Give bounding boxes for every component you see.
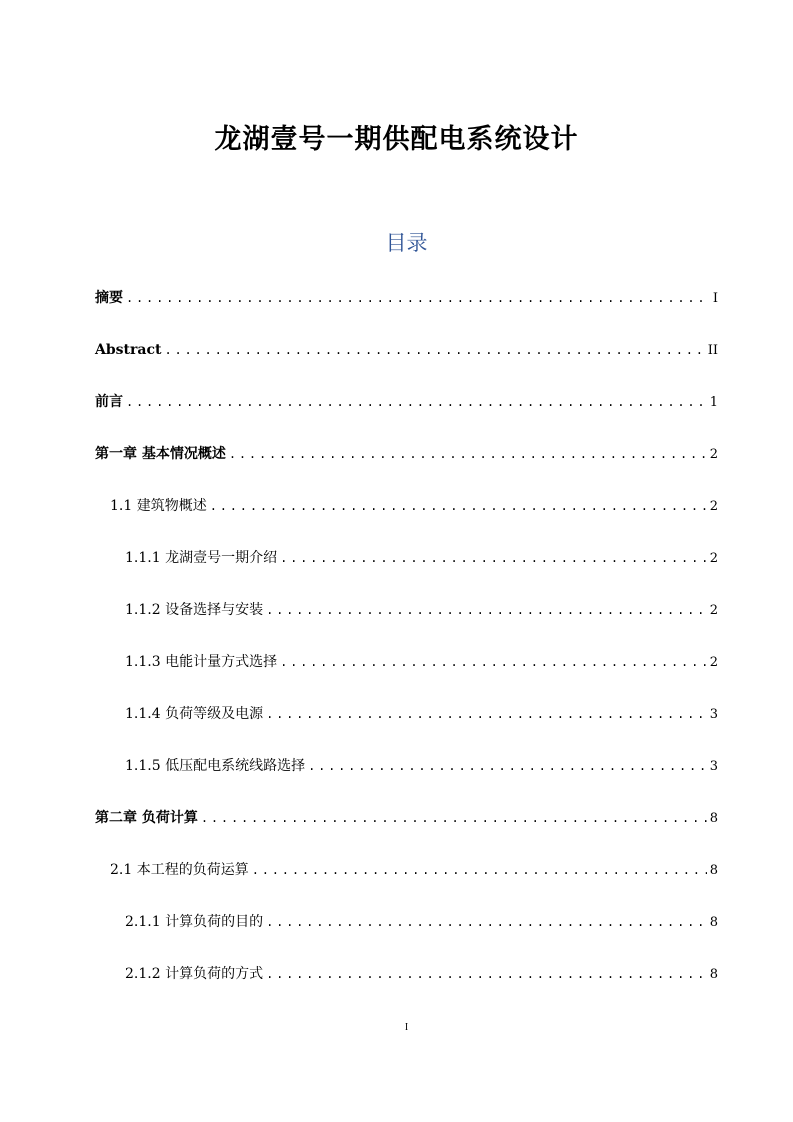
toc-entry-page: I — [712, 291, 718, 306]
toc-entry-page: 2 — [709, 447, 718, 462]
toc-entry-section-1-1-3[interactable] — [125, 651, 718, 673]
toc-dot-leader — [126, 287, 710, 309]
toc-entry-chapter-1[interactable] — [95, 443, 718, 465]
toc-heading: 目录 — [385, 231, 428, 255]
toc-dot-leader — [252, 859, 707, 881]
toc-dot-leader — [266, 911, 707, 933]
toc-entry-page: 2 — [709, 551, 718, 566]
toc-entry-section-2-1-1[interactable] — [125, 911, 718, 933]
toc-entry-label: 1.1.5 低压配电系统线路选择 — [125, 758, 306, 774]
toc-dot-leader — [210, 495, 707, 517]
toc-entry-section-1-1-1[interactable] — [125, 547, 718, 569]
toc-entry-abstract-cn[interactable] — [95, 287, 718, 309]
toc-dot-leader — [308, 755, 707, 777]
toc-entry-page: 1 — [709, 395, 718, 410]
toc-entry-section-1-1-4[interactable] — [125, 703, 718, 725]
toc-dot-leader — [201, 807, 707, 829]
toc-entry-page: 2 — [709, 499, 718, 514]
toc-entry-page: 8 — [709, 967, 718, 982]
toc-entry-page: II — [707, 343, 718, 358]
toc-dot-leader — [229, 443, 707, 465]
toc-entry-section-1-1-5[interactable] — [125, 755, 718, 777]
toc-entry-page: 8 — [709, 863, 718, 878]
toc-entry-section-2-1-2[interactable] — [125, 963, 718, 985]
toc-entry-page: 2 — [709, 655, 718, 670]
toc-entry-label: 1.1.3 电能计量方式选择 — [125, 654, 278, 670]
toc-entry-page: 3 — [709, 707, 718, 722]
toc-dot-leader — [266, 599, 707, 621]
toc-entry-label: 2.1.1 计算负荷的目的 — [125, 914, 264, 930]
toc-dot-leader — [266, 963, 707, 985]
toc-entry-page: 8 — [709, 811, 718, 826]
toc-entry-label: 2.1 本工程的负荷运算 — [110, 862, 249, 878]
toc-entry-label: Abstract — [95, 342, 162, 358]
toc-entry-page: 8 — [709, 915, 718, 930]
document-title: 龙湖壹号一期供配电系统设计 — [214, 124, 579, 155]
toc-entry-label: 第二章 负荷计算 — [95, 810, 198, 826]
toc-entry-label: 前言 — [95, 394, 123, 410]
toc-entry-section-2-1[interactable] — [110, 859, 718, 881]
toc-entry-chapter-2[interactable] — [95, 807, 718, 829]
toc-entry-label: 2.1.2 计算负荷的方式 — [125, 966, 264, 982]
toc-dot-leader — [126, 391, 707, 413]
toc-entry-label: 第一章 基本情况概述 — [95, 446, 226, 462]
toc-entry-section-1-1[interactable] — [110, 495, 718, 517]
toc-entry-label: 1.1.4 负荷等级及电源 — [125, 706, 264, 722]
toc-entry-page: 2 — [709, 603, 718, 618]
page-number-footer: I — [404, 1022, 409, 1033]
toc-entry-label: 1.1.1 龙湖壹号一期介绍 — [125, 550, 278, 566]
toc-dot-leader — [164, 339, 704, 361]
toc-entry-label: 摘要 — [95, 290, 123, 306]
toc-dot-leader — [280, 651, 707, 673]
toc-entry-label: 1.1 建筑物概述 — [110, 498, 207, 514]
toc-dot-leader — [280, 547, 707, 569]
toc-entry-label: 1.1.2 设备选择与安装 — [125, 602, 264, 618]
toc-entry-page: 3 — [709, 759, 718, 774]
toc-entry-preface[interactable] — [95, 391, 718, 413]
toc-dot-leader — [266, 703, 707, 725]
toc-entry-section-1-1-2[interactable] — [125, 599, 718, 621]
toc-entry-abstract-en[interactable] — [95, 339, 718, 361]
